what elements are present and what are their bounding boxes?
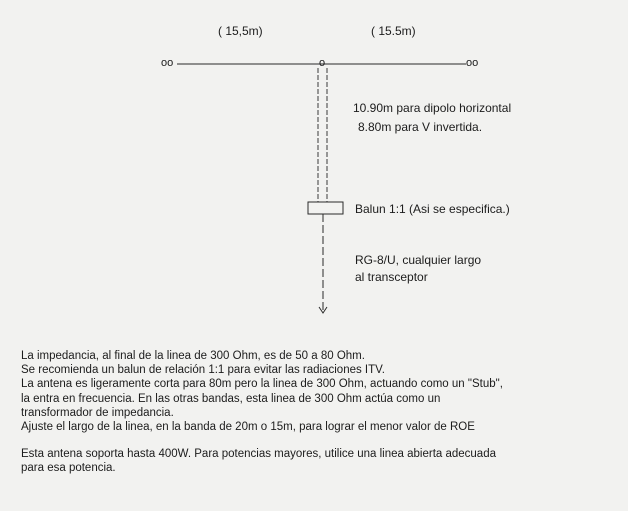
feedline-note-horizontal: 10.90m para dipolo horizontal	[353, 101, 512, 115]
feedline-note-inverted-v: 8.80m para V invertida.	[358, 120, 483, 134]
balun-box	[308, 202, 343, 214]
note-line: La impedancia, al final de la linea de 300 Ohm, es de 50 a 80 Ohm.	[21, 350, 365, 362]
note-line: Ajuste el largo de la linea, en la banda de 20m o 15m, para lograr el menor valor de ROE	[21, 421, 475, 434]
note-line: para esa potencia.	[21, 462, 116, 475]
coax-note-transceiver: al transceptor	[355, 270, 428, 284]
note-line: transformador de impedancia.	[21, 406, 174, 419]
coax-note: RG-8/U, cualquier largo	[355, 253, 482, 267]
center-insulator: o	[319, 57, 326, 69]
notes-block	[21, 349, 621, 476]
note-line: la entra en frecuencia. En las otras bandas, esta linea de 300 Ohm actúa como un	[21, 392, 441, 405]
note-line: La antena es ligeramente corta para 80m pero la linea de 300 Ohm, actuando como un "Stub",	[21, 378, 503, 391]
balun-label: Balun 1:1 (Asi se especifica.)	[355, 202, 510, 216]
right-arm-length: ( 15.5m)	[371, 24, 416, 38]
end-insulator-right: oo	[466, 57, 479, 69]
end-insulator-left: oo	[161, 57, 174, 69]
left-arm-length: ( 15,5m)	[218, 24, 263, 38]
note-line: Esta antena soporta hasta 400W. Para potencias mayores, utilice una linea abierta adecuada	[21, 448, 496, 461]
note-line: Se recomienda un balun de relación 1:1 para evitar las radiaciones ITV.	[21, 364, 385, 377]
